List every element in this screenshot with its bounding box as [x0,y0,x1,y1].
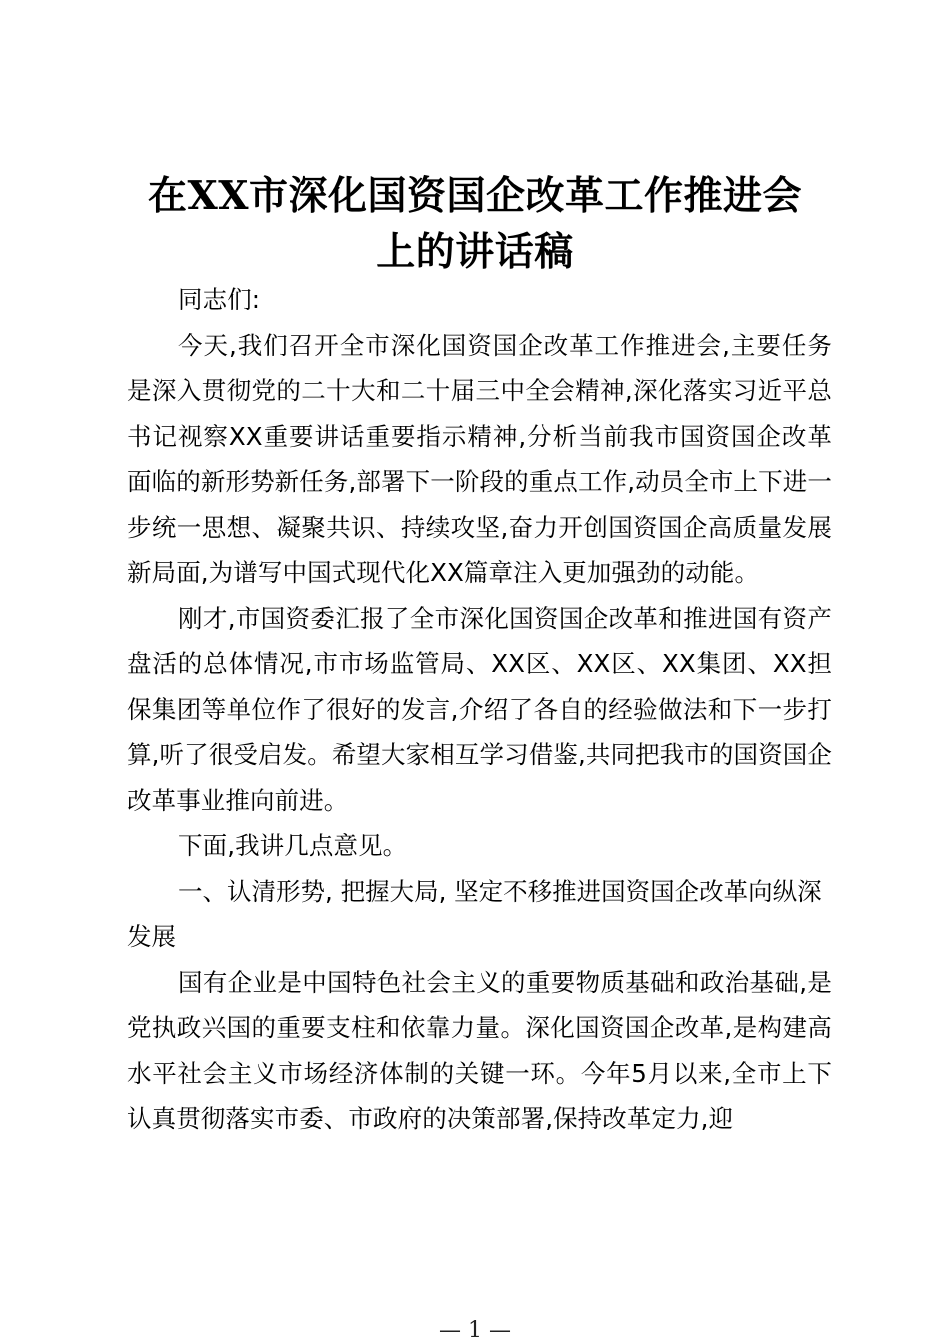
paragraph-section-1-body: 国有企业是中国特色社会主义的重要物质基础和政治基础,是党执政兴国的重要支柱和依靠力量。深化国资国企改革,是构建高水平社会主义市场经济体制的关键一环。今年5月以来,全市上下认真贯彻落实市委、市政府的决策部署,保持改革定力,迎 [127,967,832,1133]
document-title [110,168,840,280]
paragraph-transition: 下面,我讲几点意见。 [178,831,408,860]
document-title-line-1: 在XX市深化国资国企改革工作推进会 [147,173,803,219]
paragraph-reports: 刚才,市国资委汇报了全市深化国资国企改革和推进国有资产盘活的总体情况,市市场监管局、XX区、XX区、XX集团、XX担保集团等单位作了很好的发言,介绍了各自的经验做法和下一步打算,听了很受启发。希望大家相互学习借鉴,共同把我市的国资国企改革事业推向前进。 [127,603,832,815]
section-heading-1: 一、认清形势, 把握大局, 坚定不移推进国资国企改革向纵深发展 [127,876,822,951]
document-title-line-2: 上的讲话稿 [376,229,574,275]
paragraph-opening: 今天,我们召开全市深化国资国企改革工作推进会,主要任务是深入贯彻党的二十大和二十届三中全会精神,深化落实习近平总书记视察XX重要讲话重要指示精神,分析当前我市国资国企改革面临的新形势新任务,部署下一阶段的重点工作,动员全市上下进一步统一思想、凝聚共识、持续攻坚,奋力开创国资国企高质量发展新局面,为谱写中国式现代化XX篇章注入更加强劲的动能。 [127,330,832,587]
document-body [127,277,832,1142]
page-number: — 1 — [439,1318,511,1343]
salutation: 同志们: [178,285,261,314]
